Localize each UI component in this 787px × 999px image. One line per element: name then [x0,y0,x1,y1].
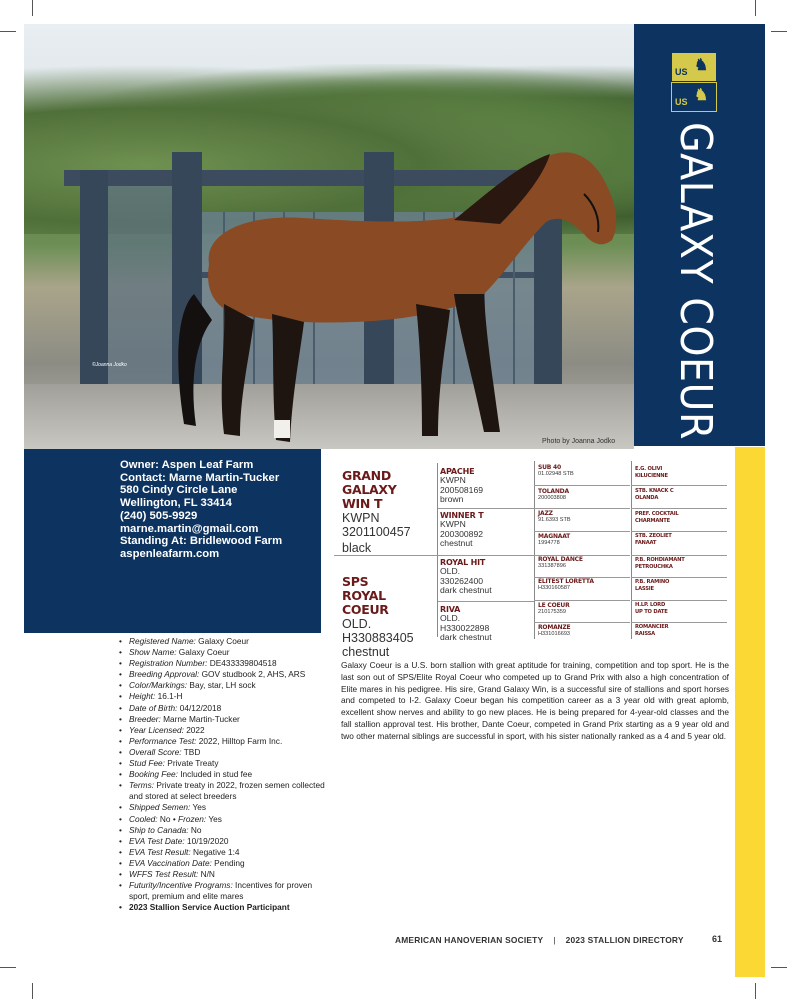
auction-participant: • 2023 Stallion Service Auction Participant [116,902,326,913]
owner-line: Owner: Aspen Leaf Farm [120,459,254,471]
pedigree-rule [631,577,727,578]
stallion-description: Galaxy Coeur is a U.S. born stallion with great aptitude for training, competition and top sport. He is the last son out of SPS/Elite Royal Coeur who competed up to Grand Prix with also a high concentration of Elite mares in his pedigree. His sire, Grand Galaxy Win, is a successful sire of stallions and sport horses and competed to I-2. Galaxy Coeur began his competition career as a 3 year old with great aplomb, excellent show nerves and ability to go new places. He is being prepared for 4-year-old classes and the fall stallion approval test. His brother, Dante Coeur, competed in Grand Prix starting as a 9 year old and two other maternal siblings are successful in sport, with his sister nationally ranked as a 4 and 5 year old. [341,660,729,741]
gg-1: SUB 40 01.02948 STB [538,464,574,477]
gg-8: ROMANZE H331016693 [538,624,571,637]
crop-mark [755,983,756,999]
detail-item: • Registered Name: Galaxy Coeur [116,636,326,647]
stallion-details [116,636,326,913]
website-link[interactable]: aspenleafarm.com [120,547,220,560]
detail-item: • Shipped Semen: Yes [116,802,326,813]
horse-illustration [154,144,634,449]
pedigree-rule [534,485,630,486]
contact-line: Contact: Marne Martin-Tucker [120,471,280,484]
ggg-4: STB. ZEOLIET FANAAT [635,533,672,546]
ggg-7: H.LP. LORD UP TO DATE [635,602,668,615]
gg-5: ROYAL DANCE 331387896 [538,556,583,569]
detail-item: • Date of Birth: 04/12/2018 [116,703,326,714]
logo-top [671,52,717,82]
crop-mark [32,983,33,999]
detail-item: • EVA Test Date: 10/19/2020 [116,836,326,847]
pedigree-rule [534,531,630,532]
stallion-photo [24,24,634,449]
crop-mark [0,31,16,32]
owner-info [24,449,321,633]
logo-bottom [671,82,717,112]
pedigree-parents [342,469,434,659]
detail-item: • Overall Score: TBD [116,747,326,758]
detail-item: • Booking Fee: Included in stud fee [116,769,326,780]
pedigree-rule [438,508,534,509]
pedigree-rule [334,555,534,556]
detail-item: • EVA Vaccination Date: Pending [116,858,326,869]
logo-horse-icon: ♞ [694,57,709,74]
footer-org: AMERICAN HANOVERIAN SOCIETY [395,935,544,945]
dam-color: chestnut [342,645,390,659]
standing-at-line: Standing At: Bridlewood Farm [120,535,283,548]
granddam-2: RIVA OLD. H330022898 dark chestnut [440,605,492,642]
detail-item: • Futurity/Incentive Programs: Incentives for proven sport, premium and elite mares [116,880,326,902]
sire-name-1: GRAND GALAXY [342,468,397,497]
detail-item: • Color/Markings: Bay, star, LH sock [116,680,326,691]
pedigree-rule [534,600,630,601]
detail-item: • Cooled: No • Frozen: Yes [116,814,326,825]
city-line: Wellington, FL 33414 [120,497,232,510]
detail-item: • Breeding Approval: GOV studbook 2, AHS, ARS [116,669,326,680]
pedigree-rule [438,601,534,602]
footer-publication: 2023 STALLION DIRECTORY [565,935,684,945]
pedigree-rule [631,555,727,556]
gg-2: TOLANDA 200003808 [538,488,569,501]
dam-name-2: ROYAL COEUR [342,588,389,617]
pedigree-rule [534,577,630,578]
footer-separator: | [553,935,556,945]
crop-mark [32,0,33,16]
detail-item: • Breeder: Marne Martin-Tucker [116,714,326,725]
ggg-2: STB. KNACK C OLANDA [635,488,674,501]
dam-name-1: SPS [342,574,369,589]
logo-top-text: US [675,67,688,77]
pedigree-rule [631,622,727,623]
gg-3: JAZZ 91.6393 STB [538,510,571,523]
pedigree-rule [631,531,727,532]
crop-mark [771,31,787,32]
pedigree-rule [534,508,630,509]
detail-item: • Ship to Canada: No [116,825,326,836]
granddam-1: WINNER T KWPN 200300892 chestnut [440,511,484,548]
pedigree-divider [534,461,535,639]
ggg-5: P.B. ROHDIAMANT PETROUCHKA [635,557,685,570]
sire-breed: KWPN [342,511,380,525]
detail-item: • WFFS Test Result: N/N [116,869,326,880]
sire-color: black [342,541,372,555]
crop-mark [755,0,756,16]
detail-item: • Height: 16.1-H [116,691,326,702]
ggg-8: ROMANCIER RAISSA [635,624,669,637]
detail-item: • Stud Fee: Private Treaty [116,758,326,769]
pedigree-divider [631,461,632,639]
pedigree-rule [631,485,727,486]
logo-horse-icon: ♞ [694,87,709,104]
stallion-title [635,122,755,440]
dam-breed: OLD. [342,617,372,631]
address-line: 580 Cindy Circle Lane [120,484,238,497]
email-link[interactable]: marne.martin@gmail.com [120,522,259,535]
gg-7: LE COEUR 210175359 [538,602,570,615]
dam-reg: H330883405 [342,631,414,645]
detail-item: • Terms: Private treaty in 2022, frozen semen collected and stored at select breeders [116,780,326,802]
detail-item: • Registration Number: DE433339804518 [116,658,326,669]
sire-reg: 3201100457 [342,525,411,539]
phone-line: (240) 505-9929 [120,509,198,522]
pedigree-rule [631,600,727,601]
photo-credit: Photo by Joanna Jodko [542,438,616,445]
grandsire-1: APACHE KWPN 200508169 brown [440,467,484,504]
detail-item: • Show Name: Galaxy Coeur [116,647,326,658]
photo-watermark: ©Joanna Jodko [92,362,127,368]
page-footer [395,935,684,945]
accent-strip [735,447,765,977]
crop-mark [771,967,787,968]
ggg-1: E.G. OLIVI KILUCIENNE [635,466,668,479]
ggg-6: P.B. RAMINO LASSIE [635,579,670,592]
page-number: 61 [712,934,723,944]
grandsire-2: ROYAL HIT OLD. 330262400 dark chestnut [440,558,492,595]
pedigree-divider [437,463,438,637]
detail-item: • Performance Test: 2022, Hilltop Farm Inc. [116,736,326,747]
ggg-3: PREF. COCKTAIL CHARMANTE [635,511,679,524]
pedigree-rule [631,508,727,509]
stallion-title-text: GALAXY COEUR [670,121,721,441]
logo-bottom-text: US [675,97,688,107]
pedigree-rule [534,555,630,556]
gg-4: MAGNAAT 1994778 [538,533,571,546]
pedigree-rule [534,622,630,623]
crop-mark [0,967,16,968]
detail-item: • EVA Test Result: Negative 1:4 [116,847,326,858]
gg-6: ELITEST LORETTA H330160587 [538,578,594,591]
sire-name-2: WIN T [342,496,383,511]
detail-item: • Year Licensed: 2022 [116,725,326,736]
ahs-logo [671,52,717,112]
